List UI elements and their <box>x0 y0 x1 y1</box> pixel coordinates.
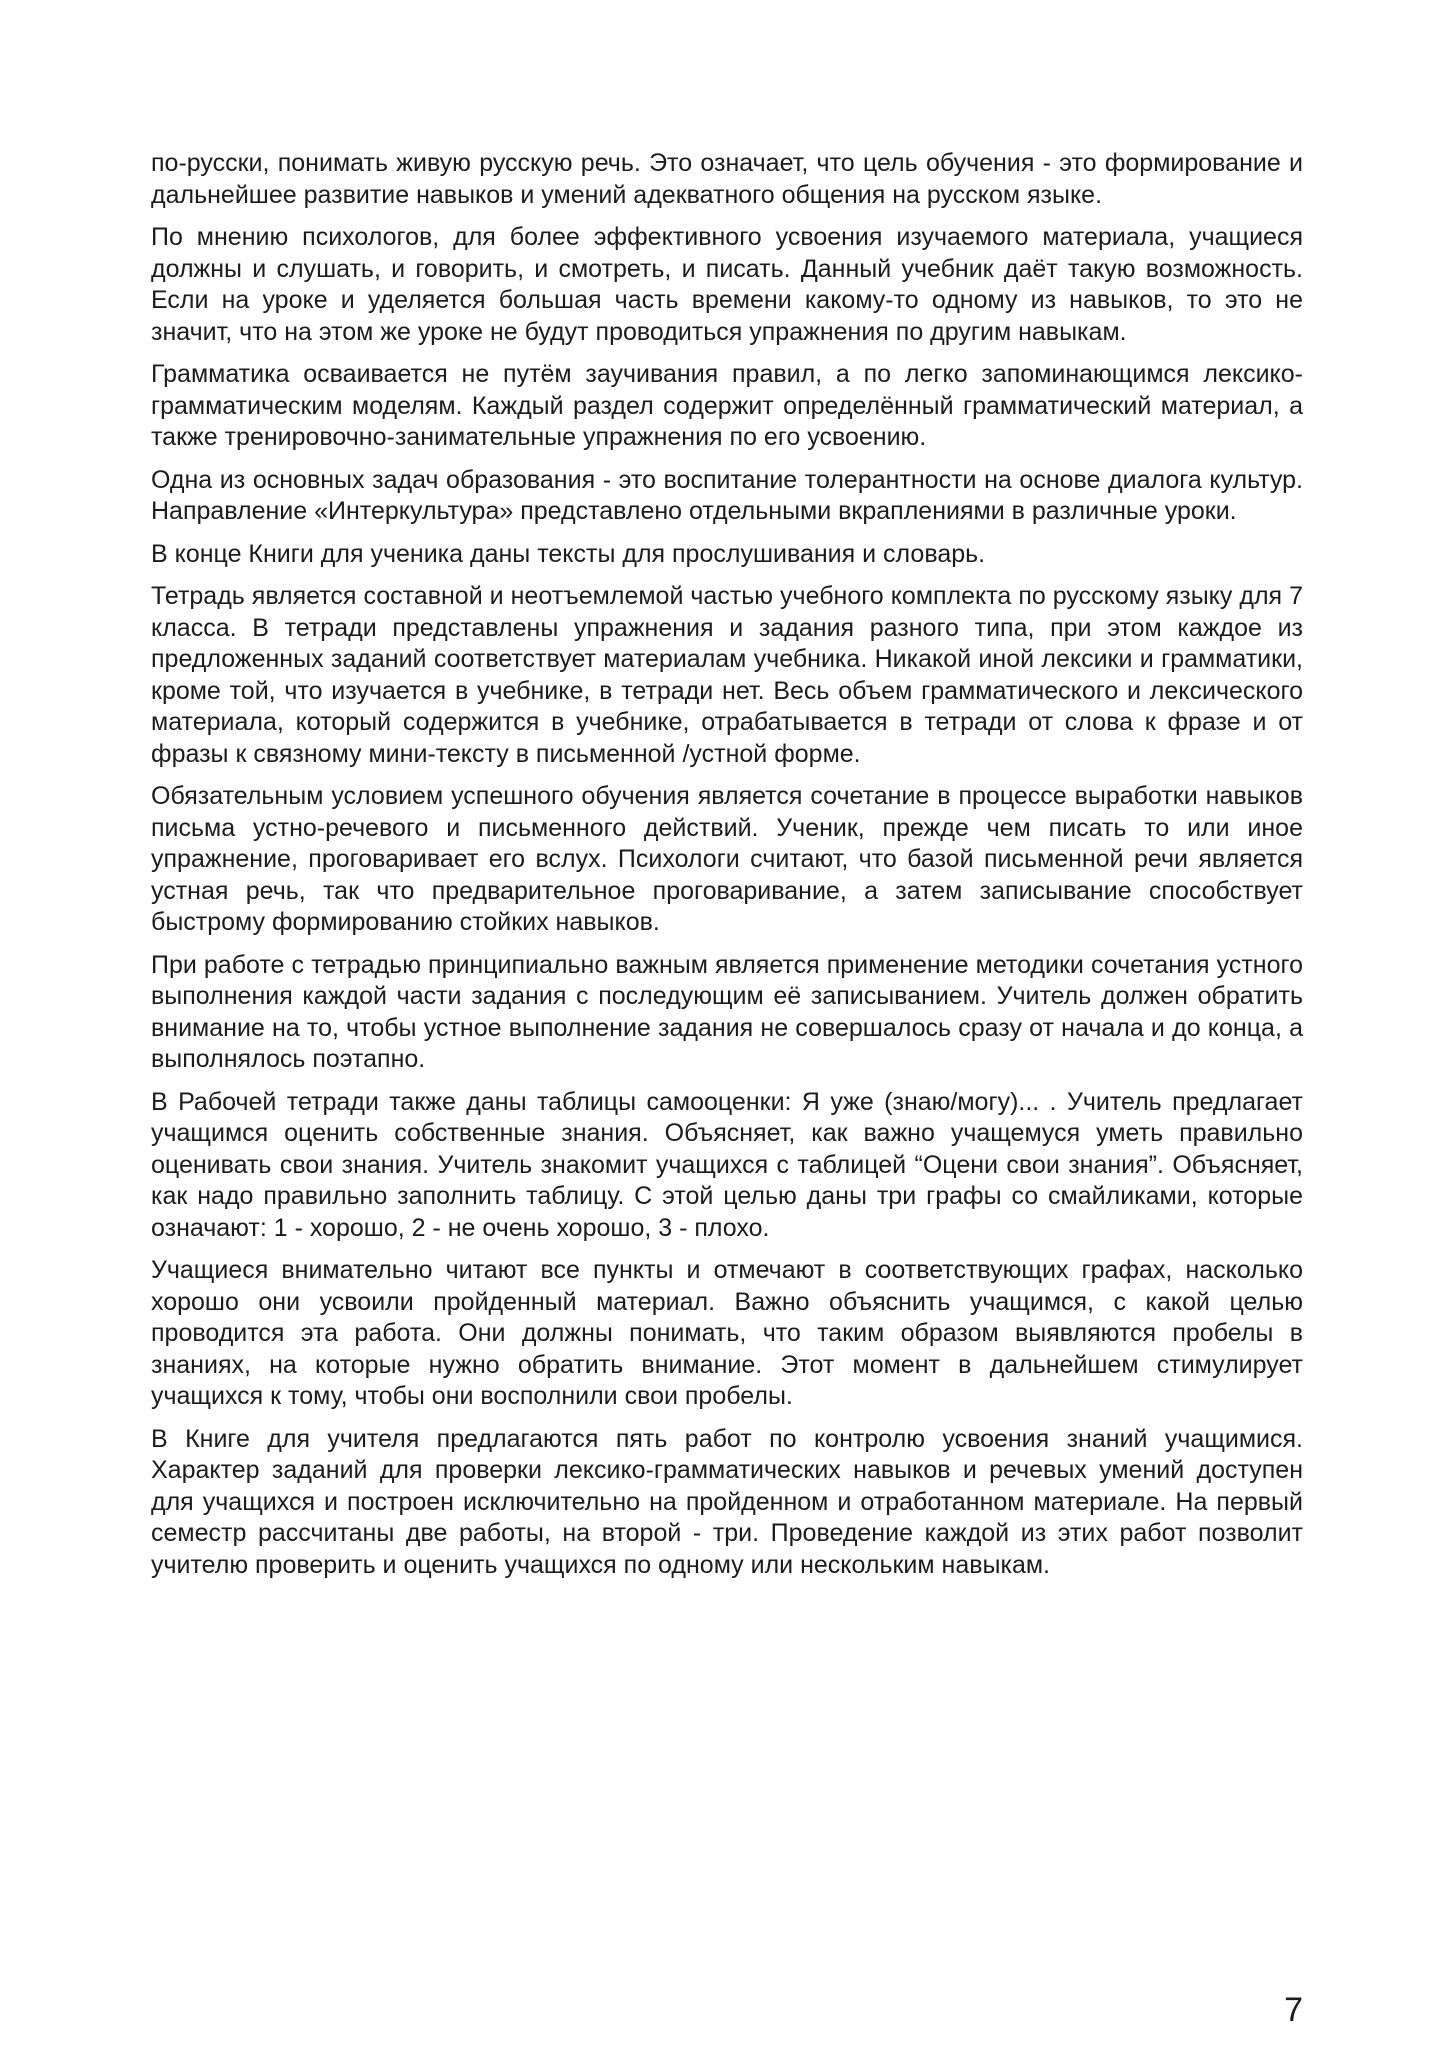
paragraph: В Рабочей тетради также даны таблицы самооценки: Я уже (знаю/могу)... . Учитель предлагает учащимся оценить собственные знания. Объясняет, как важно учащемуся уметь правильно оценивать свои знания. Учитель знакомит учащихся с таблицей “Оцени свои знания”. Объясняет, как надо правильно заполнить таблицу. С этой целью даны три графы со смайликами, которые означают: 1 - хорошо, 2 - не очень хорошо, 3 - плохо. <box>151 1087 1303 1242</box>
paragraph: Одна из основных задач образования - это воспитание толерантности на основе диалога культур. Направление «Интеркультура» представлено отдельными вкраплениями в различные уроки. <box>151 465 1303 525</box>
paragraph: Тетрадь является составной и неотъемлемой частью учебного комплекта по русскому языку для 7 класса. В тетради представлены упражнения и задания разного типа, при этом каждое из предложенных заданий соответствует материалам учебника. Никакой иной лексики и грамматики, кроме той, что изучается в учебнике, в тетради нет. Весь объем грамматического и лексического материала, который содержится в учебнике, отрабатывается в тетради от слова к фразе и от фразы к связному мини-тексту в письменной /устной форме. <box>151 582 1303 768</box>
paragraph: Учащиеся внимательно читают все пункты и отмечают в соответствующих графах, насколько хорошо они усвоили пройденный материал. Важно объяснить учащимся, с какой целью проводится эта работа. Они должны понимать, что таким образом выявляются пробелы в знаниях, на которые нужно обратить внимание. Этот момент в дальнейшем стимулирует учащихся к тому, чтобы они восполнили свои пробелы. <box>151 1256 1303 1410</box>
paragraph: Грамматика осваивается не путём заучивания правил, а по легко запоминающимся лексико-грамматическим моделям. Каждый раздел содержит определённый грамматический материал, а также тренировочно-занимательные упражнения по его усвоению. <box>151 360 1303 451</box>
page-body <box>151 148 1303 1592</box>
paragraph: В Книге для учителя предлагаются пять работ по контролю усвоения знаний учащимися. Характер заданий для проверки лексико-грамматических навыков и речевых умений доступен для учащихся и построен исключительно на пройденном и отработанном материале. На первый семестр рассчитаны две работы, на второй - три. Проведение каждой из этих работ позволит учителю проверить и оценить учащихся по одному или нескольким навыкам. <box>151 1424 1303 1579</box>
paragraph: По мнению психологов, для более эффективного усвоения изучаемого материала, учащиеся должны и слушать, и говорить, и смотреть, и писать. Данный учебник даёт такую возможность. Если на уроке и уделяется большая часть времени какому-то одному из навыков, то это не значит, что на этом же уроке не будут проводиться упражнения по другим навыкам. <box>151 223 1303 346</box>
paragraph: по-русски, понимать живую русскую речь. Это означает, что цель обучения - это формирование и дальнейшее развитие навыков и умений адекватного общения на русском языке. <box>151 149 1303 209</box>
paragraph: В конце Книги для ученика даны тексты для прослушивания и словарь. <box>151 539 986 568</box>
page-number: 7 <box>1284 1991 1303 2029</box>
paragraph: При работе с тетрадью принципиально важным является применение методики сочетания устного выполнения каждой части задания с последующим её записыванием. Учитель должен обратить внимание на то, чтобы устное выполнение задания не совершалось сразу от начала и до конца, а выполнялось поэтапно. <box>151 950 1303 1073</box>
paragraph: Обязательным условием успешного обучения является сочетание в процессе выработки навыков письма устно-речевого и письменного действий. Ученик, прежде чем писать то или иное упражнение, проговаривает его вслух. Психологи считают, что базой письменной речи является устная речь, так что предварительное проговаривание, а затем записывание способствует быстрому формированию стойких навыков. <box>151 782 1303 936</box>
